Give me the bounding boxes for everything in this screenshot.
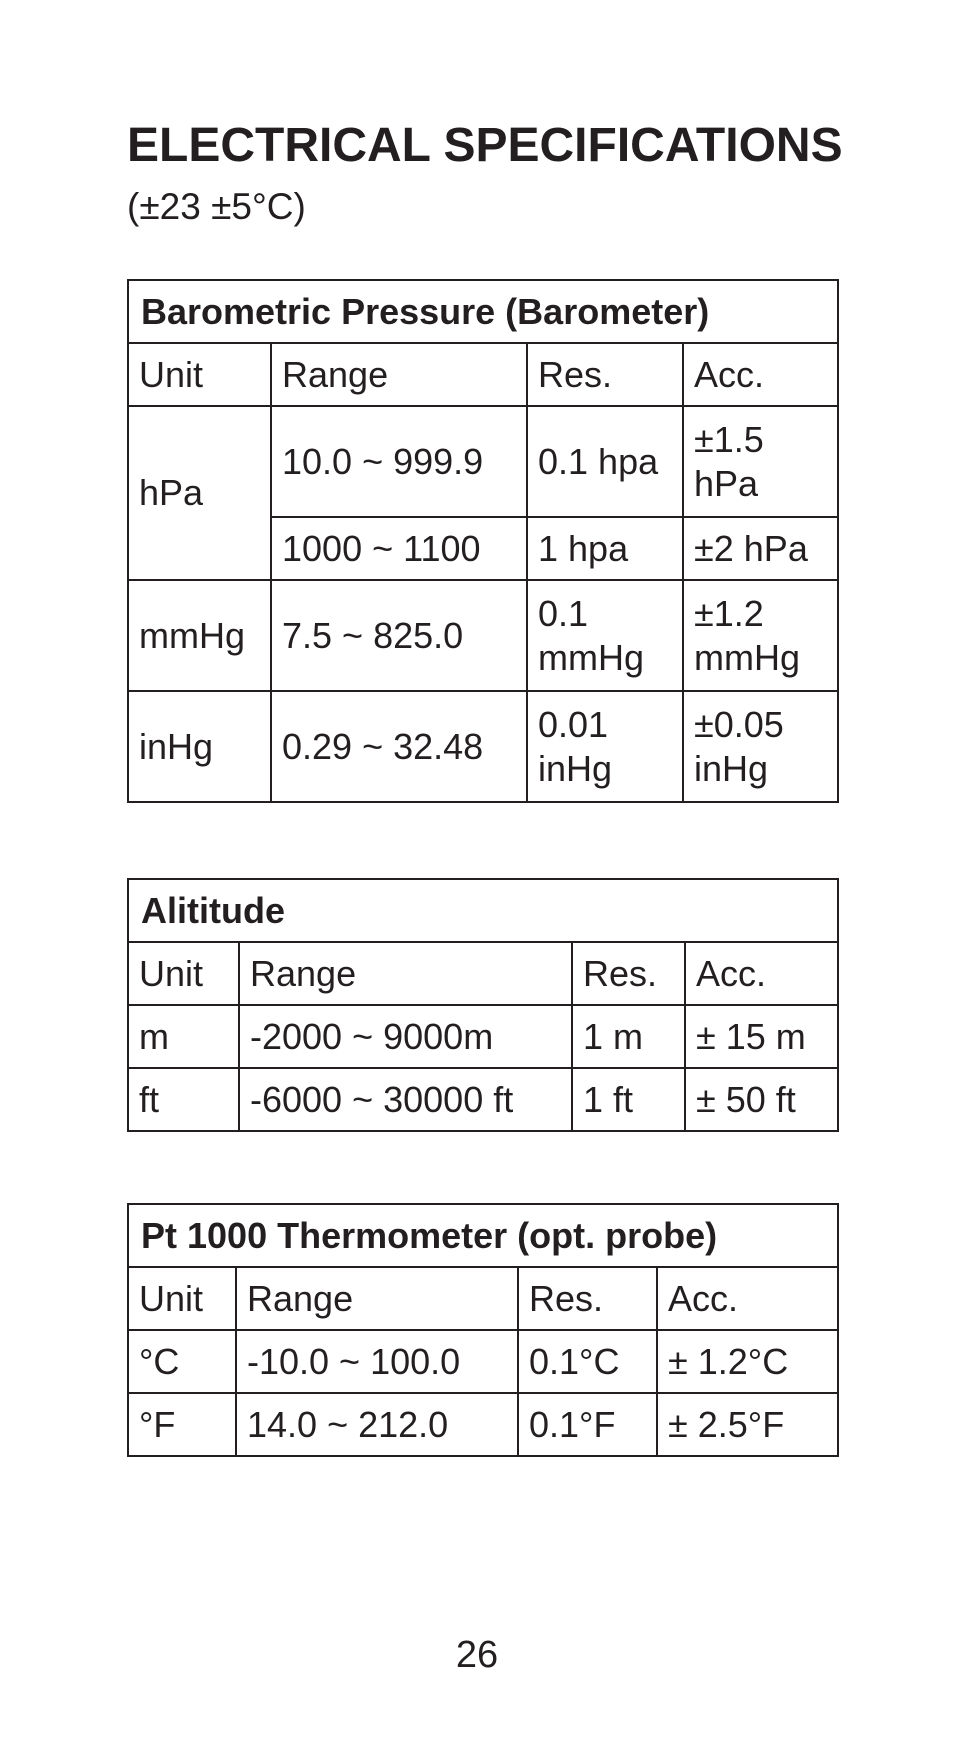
cell-res: 1 m: [572, 1005, 685, 1068]
table-row: [128, 406, 838, 517]
cell-range: 14.0 ~ 212.0: [236, 1393, 518, 1456]
table-row: [128, 1330, 838, 1393]
cell-res: 0.1 hpa: [527, 406, 683, 517]
header-res: Res.: [518, 1267, 657, 1330]
cell-res: 0.1 mmHg: [527, 580, 683, 691]
thermometer-table: [127, 1203, 839, 1457]
header-range: Range: [239, 942, 572, 1005]
cell-range: 1000 ~ 1100: [271, 517, 527, 580]
page-number: 26: [455, 1634, 499, 1676]
header-unit: Unit: [128, 1267, 236, 1330]
cell-acc: ± 15 m: [685, 1005, 838, 1068]
cell-acc: ±1.2 mmHg: [683, 580, 838, 691]
cell-acc: ±1.5 hPa: [683, 406, 838, 517]
cell-unit: °F: [128, 1393, 236, 1456]
cell-res: 0.1°F: [518, 1393, 657, 1456]
header-res: Res.: [572, 942, 685, 1005]
cell-range: -10.0 ~ 100.0: [236, 1330, 518, 1393]
cell-unit: hPa: [128, 406, 271, 580]
cell-res: 0.1°C: [518, 1330, 657, 1393]
cell-acc: ±2 hPa: [683, 517, 838, 580]
altitude-table-title: Alititude: [128, 879, 838, 942]
header-unit: Unit: [128, 343, 271, 406]
altitude-table: [127, 878, 839, 1132]
cell-range: 0.29 ~ 32.48: [271, 691, 527, 802]
cell-acc: ± 1.2°C: [657, 1330, 838, 1393]
header-acc: Acc.: [683, 343, 838, 406]
table-header-row: [128, 1267, 838, 1330]
header-acc: Acc.: [685, 942, 838, 1005]
cell-range: 10.0 ~ 999.9: [271, 406, 527, 517]
thermometer-table-title: Pt 1000 Thermometer (opt. probe): [128, 1204, 838, 1267]
cell-range: -6000 ~ 30000 ft: [239, 1068, 572, 1131]
cell-res: 1 hpa: [527, 517, 683, 580]
table-row: [128, 580, 838, 691]
cell-range: -2000 ~ 9000m: [239, 1005, 572, 1068]
cell-res: 0.01 inHg: [527, 691, 683, 802]
table-row: [128, 1005, 838, 1068]
cell-acc: ± 2.5°F: [657, 1393, 838, 1456]
header-unit: Unit: [128, 942, 239, 1005]
table-header-row: [128, 942, 838, 1005]
cell-unit: °C: [128, 1330, 236, 1393]
header-range: Range: [271, 343, 527, 406]
header-res: Res.: [527, 343, 683, 406]
cell-unit: inHg: [128, 691, 271, 802]
barometer-table: [127, 279, 839, 803]
cell-res: 1 ft: [572, 1068, 685, 1131]
page-title: ELECTRICAL SPECIFICATIONS: [127, 119, 843, 172]
cell-unit: m: [128, 1005, 239, 1068]
table-header-row: [128, 343, 838, 406]
cell-range: 7.5 ~ 825.0: [271, 580, 527, 691]
table-row: [128, 1068, 838, 1131]
table-row: [128, 1393, 838, 1456]
cell-acc: ± 50 ft: [685, 1068, 838, 1131]
cell-acc: ±0.05 inHg: [683, 691, 838, 802]
header-range: Range: [236, 1267, 518, 1330]
cell-unit: mmHg: [128, 580, 271, 691]
cell-unit: ft: [128, 1068, 239, 1131]
barometer-table-title: Barometric Pressure (Barometer): [128, 280, 838, 343]
table-row: [128, 691, 838, 802]
page-subtitle: (±23 ±5°C): [127, 186, 306, 227]
header-acc: Acc.: [657, 1267, 838, 1330]
